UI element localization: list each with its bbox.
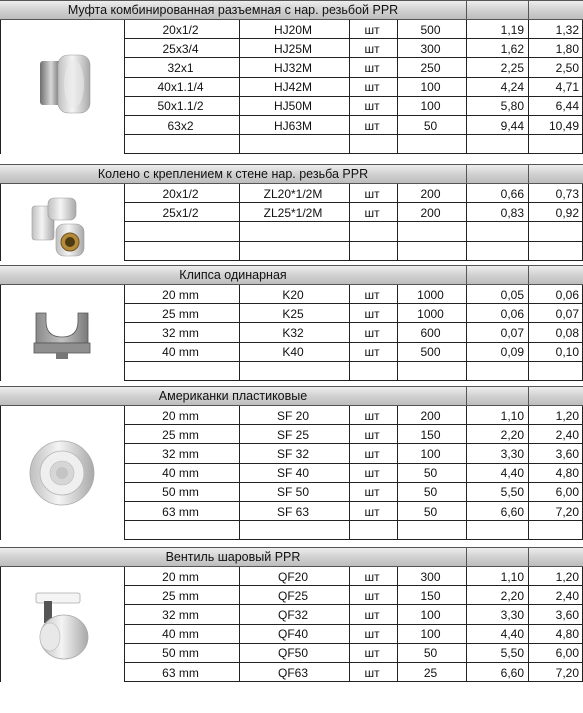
cell-price1: 3,30 — [500, 446, 524, 461]
cell-unit: шт — [364, 607, 380, 622]
cell-unit — [351, 242, 393, 260]
cell-price1: 5,50 — [500, 646, 524, 661]
cell-size: 32 mm — [162, 607, 199, 622]
cell-size: 20x1/2 — [162, 186, 199, 201]
grid-line-vertical — [0, 20, 1, 154]
cell-qty: 1000 — [417, 306, 444, 321]
cell-code: HJ42M — [273, 80, 312, 95]
cell-price1: 6,60 — [500, 665, 524, 680]
cell-price2: 0,10 — [555, 345, 579, 360]
cell-code: K20 — [282, 287, 304, 302]
cell-price2 — [530, 522, 579, 540]
cell-price1: 0,83 — [500, 205, 524, 220]
cell-qty: 50 — [423, 646, 438, 661]
grid-line-horizontal — [124, 681, 583, 682]
cell-size — [126, 223, 235, 241]
section-title: Клипса одинарная — [179, 268, 287, 282]
cell-price1: 4,40 — [500, 627, 524, 642]
cell-code: HJ63M — [273, 118, 312, 133]
cell-code — [241, 362, 345, 380]
grid-line-vertical — [0, 567, 1, 682]
cell-code: QF25 — [277, 588, 308, 603]
cell-unit: шт — [364, 205, 380, 220]
header-divider — [466, 548, 467, 566]
cell-code: K32 — [282, 325, 304, 340]
cell-code — [241, 242, 345, 260]
cell-size: 20 mm — [162, 569, 199, 584]
grid-line-vertical — [528, 285, 529, 381]
cell-price2: 1,20 — [555, 569, 579, 584]
cell-qty — [399, 362, 462, 380]
cell-unit: шт — [364, 466, 380, 481]
cell-unit: шт — [364, 60, 380, 75]
cell-qty: 150 — [420, 427, 441, 442]
cell-size: 40 mm — [162, 345, 199, 360]
grid-line-vertical — [124, 184, 125, 261]
cell-size: 25x3/4 — [162, 41, 199, 56]
header-divider — [466, 165, 467, 183]
cell-size: 32 mm — [162, 446, 199, 461]
cell-price1: 2,20 — [500, 588, 524, 603]
cell-unit: шт — [364, 80, 380, 95]
cell-unit: шт — [364, 22, 380, 37]
cell-price1: 1,19 — [500, 22, 524, 37]
cell-code: HJ20M — [273, 22, 312, 37]
cell-code: ZL20*1/2M — [263, 186, 323, 201]
grid-line-horizontal — [124, 153, 583, 154]
header-divider — [466, 266, 467, 284]
product-image — [0, 406, 124, 540]
cell-code: HJ32M — [273, 60, 312, 75]
section-header — [0, 0, 583, 20]
wall-elbow-icon — [22, 184, 102, 264]
product-image — [0, 184, 124, 261]
grid-line-vertical — [397, 184, 398, 261]
section-header — [0, 265, 583, 285]
cell-size: 20 mm — [162, 408, 199, 423]
cell-price2: 6,00 — [555, 646, 579, 661]
cell-unit — [351, 362, 393, 380]
cell-size: 63x2 — [167, 118, 194, 133]
cell-price1: 0,07 — [500, 325, 524, 340]
cell-qty — [399, 242, 462, 260]
cell-unit — [351, 522, 393, 540]
cell-size: 20 mm — [162, 287, 199, 302]
cell-price1 — [468, 522, 524, 540]
cell-size — [126, 362, 235, 380]
cell-unit: шт — [364, 446, 380, 461]
cell-qty: 100 — [420, 446, 441, 461]
grid-line-horizontal — [124, 539, 583, 540]
cell-price1: 4,24 — [500, 80, 524, 95]
cell-size — [126, 522, 235, 540]
cell-code: K25 — [282, 306, 304, 321]
cell-size: 20x1/2 — [162, 22, 199, 37]
product-image — [0, 567, 124, 682]
cell-unit: шт — [364, 627, 380, 642]
cell-size: 40 mm — [162, 466, 199, 481]
cell-qty: 50 — [423, 466, 438, 481]
cell-size: 40x1.1/4 — [157, 80, 204, 95]
cell-qty: 50 — [423, 504, 438, 519]
cell-price2: 1,20 — [555, 408, 579, 423]
cell-qty: 300 — [420, 41, 441, 56]
cell-qty: 100 — [420, 607, 441, 622]
cell-price2: 0,08 — [555, 325, 579, 340]
cell-price2: 1,32 — [555, 22, 579, 37]
section-title: Муфта комбинированная разъемная с нар. резьбой PPR — [67, 3, 399, 17]
cell-price1: 1,10 — [500, 408, 524, 423]
cell-code: HJ50M — [273, 99, 312, 114]
product-image — [0, 285, 124, 381]
header-divider — [528, 1, 529, 19]
cell-size: 25 mm — [162, 427, 199, 442]
grid-line-horizontal — [124, 380, 583, 381]
cell-code: QF20 — [277, 569, 308, 584]
pipe-clip-icon — [22, 293, 102, 373]
grid-line-vertical — [239, 285, 240, 381]
cell-price1: 0,09 — [500, 345, 524, 360]
cell-unit: шт — [364, 588, 380, 603]
cell-code: ZL25*1/2M — [263, 205, 323, 220]
cell-price1: 5,50 — [500, 485, 524, 500]
cell-price2: 6,00 — [555, 485, 579, 500]
grid-line-vertical — [124, 285, 125, 381]
grid-line-vertical — [239, 184, 240, 261]
cell-price2 — [530, 242, 579, 260]
cell-price1 — [468, 136, 524, 154]
cell-code: QF32 — [277, 607, 308, 622]
cell-qty: 200 — [420, 186, 441, 201]
cell-price1: 3,30 — [500, 607, 524, 622]
cell-size: 25x1/2 — [162, 205, 199, 220]
cell-unit: шт — [364, 345, 380, 360]
grid-line-vertical — [528, 184, 529, 261]
cell-price2: 2,50 — [555, 60, 579, 75]
cell-unit: шт — [364, 118, 380, 133]
cell-code: K40 — [282, 345, 304, 360]
header-divider — [466, 1, 467, 19]
cell-qty: 150 — [420, 588, 441, 603]
cell-size — [126, 136, 235, 154]
cell-size: 50 mm — [162, 646, 199, 661]
cell-size — [126, 242, 235, 260]
section-header — [0, 386, 583, 406]
cell-unit: шт — [364, 99, 380, 114]
cell-unit: шт — [364, 408, 380, 423]
cell-unit: шт — [364, 485, 380, 500]
cell-code: SF 20 — [276, 408, 309, 423]
cell-qty: 200 — [420, 408, 441, 423]
cell-qty: 1000 — [417, 287, 444, 302]
cell-price2: 2,40 — [555, 427, 579, 442]
cell-unit: шт — [364, 569, 380, 584]
cell-price1: 1,62 — [500, 41, 524, 56]
cell-qty: 100 — [420, 99, 441, 114]
cell-size: 25 mm — [162, 306, 199, 321]
grid-line-vertical — [397, 285, 398, 381]
cell-code: SF 50 — [276, 485, 309, 500]
cell-size: 32 mm — [162, 325, 199, 340]
cell-price1: 2,20 — [500, 427, 524, 442]
grid-line-vertical — [349, 285, 350, 381]
combined-coupling-icon — [22, 47, 102, 127]
cell-price1 — [468, 223, 524, 241]
cell-code: SF 63 — [276, 504, 309, 519]
cell-size: 25 mm — [162, 588, 199, 603]
cell-price1: 5,80 — [500, 99, 524, 114]
header-divider — [466, 387, 467, 405]
cell-unit — [351, 223, 393, 241]
ball-valve-icon — [22, 585, 102, 665]
cell-size: 50 mm — [162, 485, 199, 500]
cell-price2: 4,80 — [555, 466, 579, 481]
cell-price2: 10,49 — [548, 118, 579, 133]
cell-qty: 50 — [423, 485, 438, 500]
section-header — [0, 547, 583, 567]
cell-qty: 250 — [420, 60, 441, 75]
cell-qty — [399, 136, 462, 154]
cell-price1: 2,25 — [500, 60, 524, 75]
cell-code: SF 25 — [276, 427, 309, 442]
cell-code: SF 40 — [276, 466, 309, 481]
product-image — [0, 20, 124, 154]
cell-unit: шт — [364, 646, 380, 661]
cell-price2: 1,80 — [555, 41, 579, 56]
cell-qty: 50 — [423, 118, 438, 133]
cell-unit: шт — [364, 41, 380, 56]
cell-price1: 1,10 — [500, 569, 524, 584]
header-divider — [528, 548, 529, 566]
cell-size: 32x1 — [167, 60, 194, 75]
grid-line-vertical — [466, 184, 467, 261]
cell-unit: шт — [364, 186, 380, 201]
grid-line-vertical — [0, 285, 1, 381]
cell-code — [241, 136, 345, 154]
cell-unit — [351, 136, 393, 154]
cell-unit: шт — [364, 325, 380, 340]
cell-qty: 100 — [420, 627, 441, 642]
cell-qty — [399, 223, 462, 241]
grid-line-horizontal — [124, 260, 583, 261]
cell-price2: 0,06 — [555, 287, 579, 302]
cell-qty: 100 — [420, 80, 441, 95]
cell-qty: 300 — [420, 569, 441, 584]
cell-price2: 2,40 — [555, 588, 579, 603]
cell-code — [241, 522, 345, 540]
section-header — [0, 164, 583, 184]
cell-price2: 4,71 — [555, 80, 579, 95]
cell-price2 — [530, 362, 579, 380]
cell-price2: 3,60 — [555, 446, 579, 461]
cell-size: 50x1.1/2 — [157, 99, 204, 114]
cell-price1 — [468, 362, 524, 380]
cell-size: 40 mm — [162, 627, 199, 642]
header-divider — [528, 387, 529, 405]
cell-price1: 6,60 — [500, 504, 524, 519]
cell-price2: 4,80 — [555, 627, 579, 642]
grid-line-vertical — [466, 285, 467, 381]
cell-price1: 0,05 — [500, 287, 524, 302]
cell-code: QF50 — [277, 646, 308, 661]
cell-price2 — [530, 223, 579, 241]
cell-qty: 500 — [420, 22, 441, 37]
cell-size: 63 mm — [162, 665, 199, 680]
cell-price2: 6,44 — [555, 99, 579, 114]
cell-qty: 200 — [420, 205, 441, 220]
plastic-union-icon — [22, 433, 102, 513]
cell-code: QF40 — [277, 627, 308, 642]
section-title: Колено с креплением к стене нар. резьба PPR — [97, 167, 369, 181]
cell-price1: 4,40 — [500, 466, 524, 481]
cell-size: 63 mm — [162, 504, 199, 519]
cell-price2: 7,20 — [555, 665, 579, 680]
cell-unit: шт — [364, 665, 380, 680]
cell-code: QF63 — [277, 665, 308, 680]
cell-price1: 0,66 — [500, 186, 524, 201]
cell-qty: 25 — [423, 665, 438, 680]
cell-qty — [399, 522, 462, 540]
cell-price2: 7,20 — [555, 504, 579, 519]
cell-unit: шт — [364, 504, 380, 519]
cell-price2: 0,92 — [555, 205, 579, 220]
cell-qty: 500 — [420, 345, 441, 360]
cell-code: HJ25M — [273, 41, 312, 56]
cell-price1: 9,44 — [500, 118, 524, 133]
section-title: Американки пластиковые — [158, 389, 308, 403]
header-divider — [528, 266, 529, 284]
cell-unit: шт — [364, 287, 380, 302]
cell-price2: 3,60 — [555, 607, 579, 622]
cell-price1 — [468, 242, 524, 260]
cell-price2: 0,07 — [555, 306, 579, 321]
cell-qty: 600 — [420, 325, 441, 340]
cell-price1: 0,06 — [500, 306, 524, 321]
cell-price2 — [530, 136, 579, 154]
cell-code — [241, 223, 345, 241]
cell-unit: шт — [364, 306, 380, 321]
header-divider — [528, 165, 529, 183]
cell-price2: 0,73 — [555, 186, 579, 201]
cell-code: SF 32 — [276, 446, 309, 461]
section-title: Вентиль шаровый PPR — [165, 550, 301, 564]
grid-line-vertical — [0, 406, 1, 540]
grid-line-vertical — [349, 184, 350, 261]
cell-unit: шт — [364, 427, 380, 442]
grid-line-vertical — [0, 184, 1, 261]
